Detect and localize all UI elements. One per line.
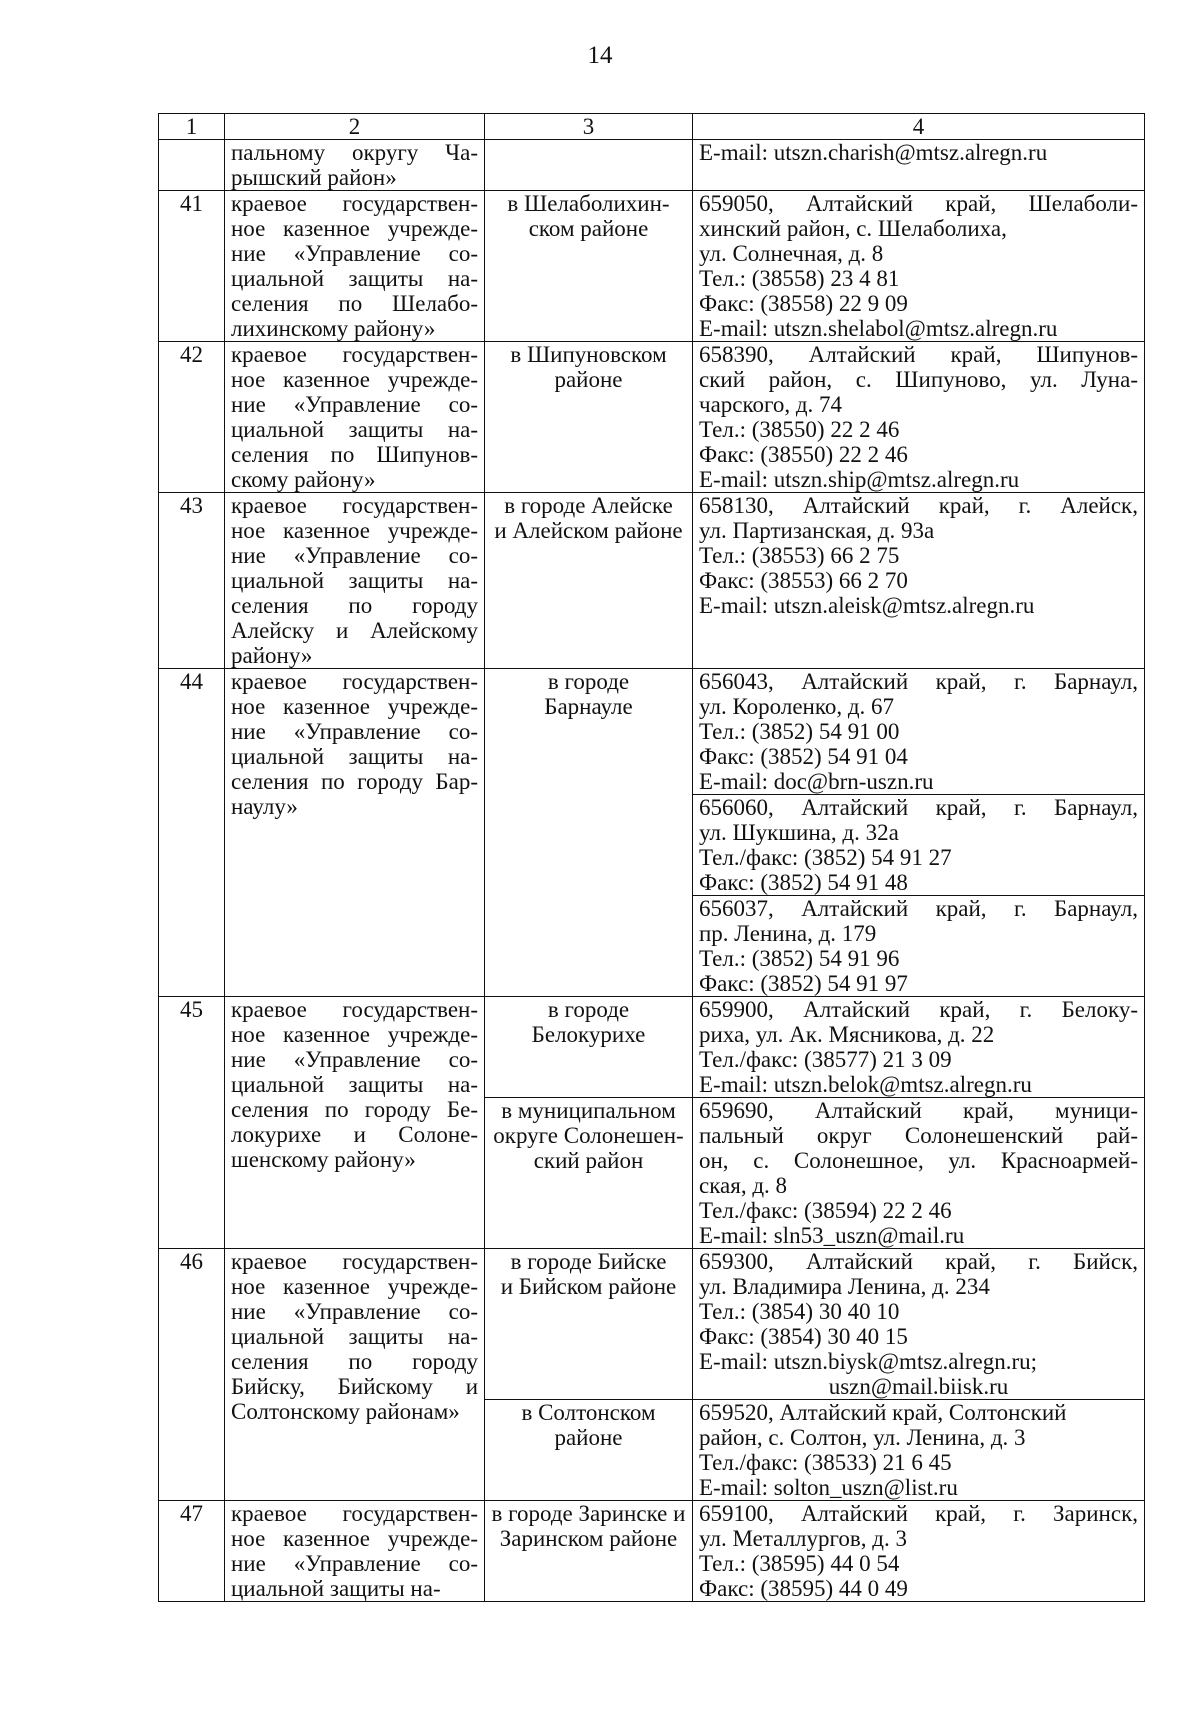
row-number: 46 [159, 1249, 225, 1501]
contact-line: Тел.: (38553) 66 2 75 [699, 543, 900, 568]
contact-line: E-mail: utszn.charish@mtsz.alregn.ru [699, 140, 1048, 165]
institution-name-line: скому району» [231, 467, 376, 492]
contact-line: ул. Партизанская, д. 93а [699, 518, 935, 543]
institution-name [225, 140, 485, 191]
contact-line: район, с. Солтон, ул. Ленина, д. 3 [699, 1425, 1026, 1450]
institution-name-line: Бийску, Бийскому и [231, 1374, 478, 1399]
contact-line: ул. Металлургов, д. 3 [699, 1526, 907, 1551]
contact-line: Факс: (3852) 54 91 97 [699, 971, 908, 996]
table-row [159, 140, 1145, 191]
contact-line: uszn@mail.biisk.ru [828, 1374, 1009, 1399]
row-number [159, 140, 225, 191]
contact-line: ул. Солнечная, д. 8 [699, 241, 884, 266]
contact-line: 656060, Алтайский край, г. Барнаул, [699, 795, 1138, 820]
contact-line: ул. Короленко, д. 67 [699, 694, 895, 719]
contact-line: Тел.: (3854) 30 40 10 [699, 1299, 900, 1324]
service-territory: в муниципальном округе Солонешен- ский район [485, 1098, 693, 1249]
contact-line: E-mail: utszn.biysk@mtsz.alregn.ru; [699, 1349, 1038, 1374]
institution-name-line: селения по городу [231, 593, 478, 618]
row-number: 45 [159, 997, 225, 1249]
contact-line: 656037, Алтайский край, г. Барнаул, [699, 896, 1138, 921]
service-territory: в Солтонском районе [485, 1400, 693, 1501]
page-number: 14 [587, 42, 613, 69]
institution-name-line: краевое государствен- [231, 997, 478, 1022]
contact-line: Тел.: (38550) 22 2 46 [699, 417, 900, 442]
institution-name [225, 669, 485, 997]
contact-line: E-mail: utszn.aleisk@mtsz.alregn.ru [699, 593, 1035, 618]
contact-details [693, 1249, 1145, 1400]
institution-name-line: району» [231, 643, 313, 668]
contact-line: хинский район, с. Шелаболиха, [699, 216, 1007, 241]
contact-line: 658390, Алтайский край, Шипунов- [699, 342, 1138, 367]
table-row [159, 1249, 1145, 1400]
institution-name [225, 1249, 485, 1501]
institution-name-line: циальной защиты на- [231, 1576, 441, 1601]
institution-name [225, 997, 485, 1249]
table-row [159, 493, 1145, 669]
column-header-3: 3 [485, 114, 693, 140]
contact-details [693, 1098, 1145, 1249]
contact-line: Тел.: (38558) 23 4 81 [699, 266, 900, 291]
institution-name-line: краевое государствен- [231, 1501, 478, 1526]
institution-name-line: ние «Управление со- [231, 392, 478, 417]
contact-line: Факс: (38553) 66 2 70 [699, 568, 908, 593]
contact-line: 659050, Алтайский край, Шелаболи- [699, 191, 1138, 216]
institution-name-line: краевое государствен- [231, 1249, 478, 1274]
institution-name-line: селения по городу [231, 1349, 478, 1374]
column-header-4: 4 [693, 114, 1145, 140]
institution-name-line: ное казенное учрежде- [231, 694, 478, 719]
service-territory: в городе Заринске и Заринском районе [485, 1501, 693, 1602]
contact-line: Факс: (38558) 22 9 09 [699, 291, 908, 316]
contact-details [693, 997, 1145, 1098]
institution-name [225, 342, 485, 493]
contact-line: Факс: (38595) 44 0 49 [699, 1576, 908, 1601]
institution-name-line: ние «Управление со- [231, 1047, 478, 1072]
institution-name-line: Алейску и Алейскому [231, 618, 478, 643]
institution-name-line: циальной защиты на- [231, 568, 478, 593]
contact-details [693, 1400, 1145, 1501]
institution-name-line: наулу» [231, 794, 298, 819]
institution-name [225, 1501, 485, 1602]
contact-details [693, 1501, 1145, 1602]
contact-line: 659690, Алтайский край, муници- [699, 1098, 1138, 1123]
institution-name-line: ние «Управление со- [231, 241, 478, 266]
contact-line: 659900, Алтайский край, г. Белоку- [699, 997, 1138, 1022]
contact-line: пальный округ Солонешенский рай- [699, 1123, 1138, 1148]
institution-name-line: пальному округу Ча- [231, 140, 478, 165]
service-territory: в Шелаболихин- ском районе [485, 191, 693, 342]
contact-details [693, 140, 1145, 191]
contact-line: Тел./факс: (38533) 21 6 45 [699, 1450, 952, 1475]
service-territory: в городе Алейске и Алейском районе [485, 493, 693, 669]
contact-line: ул. Владимира Ленина, д. 234 [699, 1274, 990, 1299]
institution-name [225, 191, 485, 342]
table-row [159, 669, 1145, 795]
service-territory: в городе Барнауле [485, 669, 693, 997]
institution-name-line: ние «Управление со- [231, 719, 478, 744]
contact-details [693, 896, 1145, 997]
institution-name-line: ное казенное учрежде- [231, 367, 478, 392]
contact-line: 658130, Алтайский край, г. Алейск, [699, 493, 1138, 518]
contact-line: Тел.: (38595) 44 0 54 [699, 1551, 900, 1576]
row-number: 47 [159, 1501, 225, 1602]
table-row [159, 342, 1145, 493]
institution-name-line: селения по городу Бар- [231, 769, 478, 794]
institution-name-line: циальной защиты на- [231, 744, 478, 769]
contact-line: Факс: (3852) 54 91 04 [699, 744, 908, 769]
institution-name-line: ное казенное учрежде- [231, 518, 478, 543]
contact-line: Тел./факс: (3852) 54 91 27 [699, 845, 952, 870]
contact-line: E-mail: utszn.belok@mtsz.alregn.ru [699, 1072, 1032, 1097]
table-row [159, 1501, 1145, 1602]
row-number: 43 [159, 493, 225, 669]
contact-line: 659300, Алтайский край, г. Бийск, [699, 1249, 1138, 1274]
contact-line: Тел.: (3852) 54 91 00 [699, 719, 900, 744]
institution-name-line: краевое государствен- [231, 669, 478, 694]
contact-line: E-mail: utszn.ship@mtsz.alregn.ru [699, 467, 1020, 492]
contact-line: ский район, с. Шипуново, ул. Луна- [699, 367, 1138, 392]
institution-name-line: ное казенное учрежде- [231, 1022, 478, 1047]
service-territory [485, 140, 693, 191]
row-number: 41 [159, 191, 225, 342]
service-territory: в Шипуновском районе [485, 342, 693, 493]
contact-line: E-mail: doc@brn-uszn.ru [699, 769, 934, 794]
contact-line: E-mail: solton_uszn@list.ru [699, 1475, 958, 1500]
institution-name-line: краевое государствен- [231, 493, 478, 518]
table-header-row [159, 114, 1145, 140]
contact-line: Тел./факс: (38577) 21 3 09 [699, 1047, 952, 1072]
contact-line: E-mail: utszn.shelabol@mtsz.alregn.ru [699, 316, 1058, 341]
institution-name-line: лихинскому району» [231, 316, 436, 341]
row-number: 42 [159, 342, 225, 493]
contact-line: Тел./факс: (38594) 22 2 46 [699, 1198, 952, 1223]
institution-name-line: локурихе и Солоне- [231, 1122, 478, 1147]
service-territory: в городе Бийске и Бийском районе [485, 1249, 693, 1400]
institution-name-line: селения по Шелабо- [231, 291, 478, 316]
contact-line: ская, д. 8 [699, 1173, 788, 1198]
contact-line: ул. Шукшина, д. 32а [699, 820, 899, 845]
institution-name-line: ние «Управление со- [231, 1551, 478, 1576]
column-header-2: 2 [225, 114, 485, 140]
institution-name-line: ное казенное учрежде- [231, 1274, 478, 1299]
contact-line: Факс: (3854) 30 40 15 [699, 1324, 908, 1349]
institution-name-line: шенскому району» [231, 1147, 416, 1172]
table-row [159, 997, 1145, 1098]
institution-name-line: рышский район» [231, 165, 397, 190]
contact-details [693, 493, 1145, 669]
contact-line: Тел.: (3852) 54 91 96 [699, 946, 900, 971]
contact-line: Факс: (3852) 54 91 48 [699, 870, 908, 895]
table-row [159, 191, 1145, 342]
contact-line: чарского, д. 74 [699, 392, 843, 417]
contact-line: 659100, Алтайский край, г. Заринск, [699, 1501, 1138, 1526]
institution-name-line: ное казенное учрежде- [231, 1526, 478, 1551]
contact-line: Факс: (38550) 22 2 46 [699, 442, 908, 467]
institution-name-line: циальной защиты на- [231, 1324, 478, 1349]
institution-name-line: циальной защиты на- [231, 417, 478, 442]
institution-name-line: краевое государствен- [231, 342, 478, 367]
institution-name-line: ное казенное учрежде- [231, 216, 478, 241]
contact-line: E-mail: sln53_uszn@mail.ru [699, 1223, 965, 1248]
institution-name-line: краевое государствен- [231, 191, 478, 216]
contact-details [693, 795, 1145, 896]
contact-details [693, 669, 1145, 795]
institution-name-line: ние «Управление со- [231, 543, 478, 568]
contact-line: пр. Ленина, д. 179 [699, 921, 877, 946]
table-body [159, 114, 1145, 1602]
institution-name-line: селения по городу Бе- [231, 1097, 478, 1122]
column-header-1: 1 [159, 114, 225, 140]
institution-name-line: селения по Шипунов- [231, 442, 478, 467]
contact-details [693, 342, 1145, 493]
contact-line: он, с. Солонешное, ул. Красноармей- [699, 1148, 1138, 1173]
contact-line: 659520, Алтайский край, Солтонский [699, 1400, 1067, 1425]
contact-details [693, 191, 1145, 342]
institution-name-line: циальной защиты на- [231, 266, 478, 291]
institution-name-line: Солтонскому районам» [231, 1399, 460, 1424]
institution-name-line: ние «Управление со- [231, 1299, 478, 1324]
row-number: 44 [159, 669, 225, 997]
contact-line: 656043, Алтайский край, г. Барнаул, [699, 669, 1138, 694]
service-territory: в городе Белокурихе [485, 997, 693, 1098]
institution-name [225, 493, 485, 669]
institution-name-line: циальной защиты на- [231, 1072, 478, 1097]
contact-line: риха, ул. Ак. Мясникова, д. 22 [699, 1022, 995, 1047]
institutions-table [158, 113, 1145, 1602]
